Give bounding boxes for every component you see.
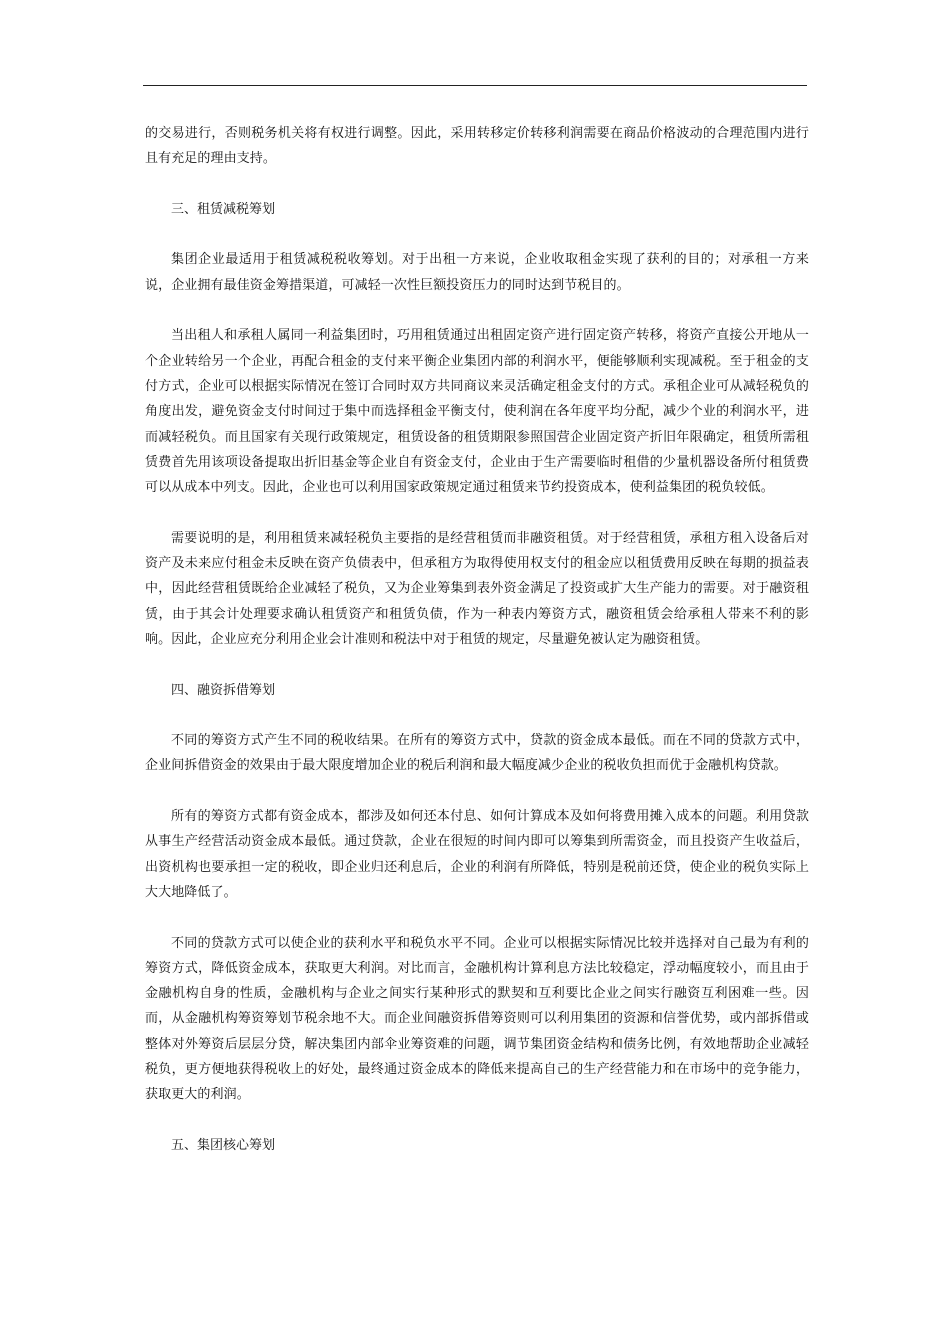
paragraph: 不同的筹资方式产生不同的税收结果。在所有的筹资方式中，贷款的资金成本最低。而在不同的贷款方式中，企业间拆借资金的效果由于最大限度增加企业的税后利润和最大幅度减少企业的税收负担而优于金融机构贷款。 — [145, 733, 809, 774]
paragraph: 所有的筹资方式都有资金成本，都涉及如何还本付息、如何计算成本及如何将费用摊入成本的问题。利用贷款从事生产经营活动资金成本最低。通过贷款，企业在很短的时间内即可以筹集到所需资金，而且投资产生收益后，出资机构也要承担一定的税收，即企业归还利息后，企业的利润有所降低，特别是税前还贷，使企业的税负实际上大大地降低了。 — [145, 809, 809, 900]
paragraph: 集团企业最适用于租赁减税税收筹划。对于出租一方来说，企业收取租金实现了获利的目的；对承租一方来说，企业拥有最佳资金筹措渠道，可减轻一次性巨额投资压力的同时达到节税目的。 — [145, 252, 809, 293]
section-heading-5: 五、集团核心筹划 — [171, 1137, 276, 1153]
document-body — [145, 121, 809, 1158]
paragraph-continuation: 的交易进行，否则税务机关将有权进行调整。因此，采用转移定价转移利润需要在商品价格波动的合理范围内进行且有充足的理由支持。 — [145, 126, 809, 167]
paragraph: 不同的贷款方式可以使企业的获利水平和税负水平不同。企业可以根据实际情况比较并选择对自己最为有利的筹资方式，降低资金成本，获取更大利润。对比而言，金融机构计算利息方法比较稳定，浮动幅度较小，而且由于金融机构自身的性质，金融机构与企业之间实行某种形式的默契和互利要比企业之间实行融资互利困难一些。因而，从金融机构筹资筹划节税余地不大。而企业间融资拆借筹资则可以利用集团的资源和信誉优势，或内部拆借或整体对外筹资后层层分贷，解决集团内部伞业筹资难的问题，调节集团资金结构和债务比例，有效地帮助企业减轻税负，更方便地获得税收上的好处，最终通过资金成本的降低来提高自己的生产经营能力和在市场中的竞争能力，获取更大的利润。 — [145, 935, 809, 1103]
header-rule — [143, 85, 807, 86]
section-heading-4: 四、融资拆借筹划 — [171, 682, 276, 698]
section-heading-3: 三、租赁减税筹划 — [171, 201, 276, 217]
paragraph: 当出租人和承租人属同一利益集团时，巧用租赁通过出租固定资产进行固定资产转移，将资产直接公开地从一个企业转给另一个企业，再配合租金的支付来平衡企业集团内部的利润水平，便能够顺利实现减税。至于租金的支付方式，企业可以根据实际情况在签订合同时双方共同商议来灵活确定租金支付的方式。承租企业可从减轻税负的角度出发，避免资金支付时间过于集中而选择租金平衡支付，使利润在各年度平均分配，减少个业的利润水平，进而减轻税负。而且国家有关现行政策规定，租赁设备的租赁期限参照国营企业固定资产折旧年限确定，租赁所需租赁费首先用该项设备提取出折旧基金等企业自有资金支付，企业由于生产需要临时租借的少量机器设备所付租赁费可以从成本中列支。因此，企业也可以利用国家政策规定通过租赁来节约投资成本，使利益集团的税负较低。 — [145, 328, 809, 496]
paragraph: 需要说明的是，利用租赁来减轻税负主要指的是经营租赁而非融资租赁。对于经营租赁，承租方租入设备后对资产及未来应付租金未反映在资产负债表中，但承租方为取得使用权支付的租金应以租赁费用反映在每期的损益表中，因此经营租赁既给企业减轻了税负，又为企业筹集到表外资金满足了投资或扩大生产能力的需要。对于融资租赁，由于其会计处理要求确认租赁资产和租赁负债，作为一种表内筹资方式，融资租赁会给承租人带来不利的影响。因此，企业应充分利用企业会计准则和税法中对于租赁的规定，尽量避免被认定为融资租赁。 — [145, 530, 809, 647]
